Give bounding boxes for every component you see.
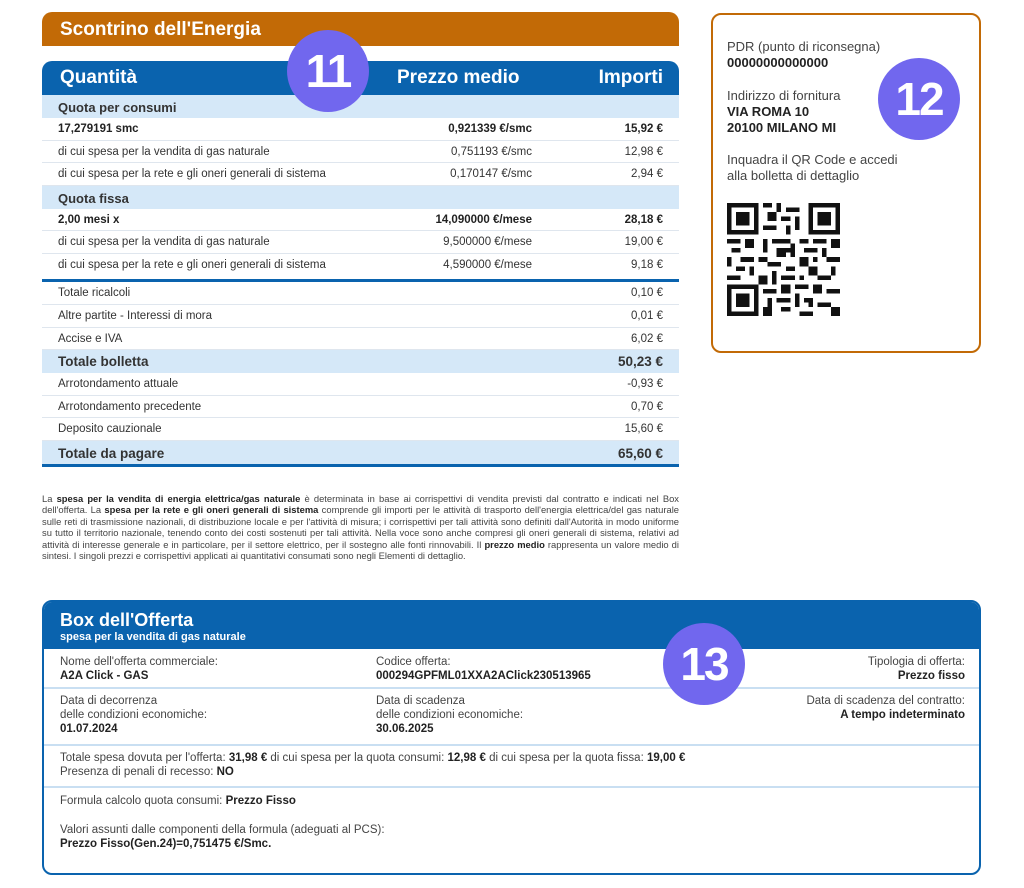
section-fissa: Quota fissa <box>42 186 679 209</box>
offer-formula: Formula calcolo quota consumi: Prezzo Fisso <box>60 795 296 807</box>
explanatory-note: La spesa per la vendita di energia elettrica/gas naturale è determinata in base ai corrispettivi di vendita previsti dal contratto e indicati nel Box dell'offerta. La spesa per la rete e gli oneri generali di sistema comprende gli importi per le attività di trasporto dell'energia elettrica/del gas naturale sulle reti di trasmissione nazionali, di distribuzione locale e per l'attività di misura; i corrispettivi per tali attività sono definiti dall'Autorità in modo uniforme su tutto il territorio nazionale, tenendo conto dei costi sostenuti per tali attività. Nella voce sono anche compresi gli oneri generali di sistema, relativi ad attività di interesse generale e in particolare, per il settore elettrico, per il sostegno alle fonti rinnovabili. Il prezzo medio rappresenta un valore medio di sintesi. I singoli prezzi e corrispettivi applicati ai quantitativi consumati sono negli Elementi di dettaglio. <box>42 493 679 562</box>
totale-da-pagare-row: Totale da pagare 65,60 € <box>42 441 679 467</box>
table-row: Altre partite - Interessi di mora 0,01 € <box>42 305 679 328</box>
table-row: Arrotondamento attuale -0,93 € <box>42 373 679 396</box>
receipt-table <box>42 61 679 477</box>
offer-divider <box>44 744 979 746</box>
scontrino-title: Scontrino dell'Energia <box>42 12 679 46</box>
section-consumi: Quota per consumi <box>42 95 679 118</box>
header-quantity: Quantità <box>60 67 138 88</box>
table-row: di cui spesa per la rete e gli oneri generali di sistema 4,590000 €/mese 9,18 € <box>58 258 663 271</box>
offer-header <box>44 602 979 649</box>
table-row: Accise e IVA 6,02 € <box>42 328 679 351</box>
pdr-label: PDR (punto di riconsegna) <box>727 39 881 54</box>
offer-formula-values: Valori assunti dalle componenti della formula (adeguati al PCS): Prezzo Fisso(Gen.24)=0,751475 €/Smc. <box>60 824 385 850</box>
offer-start-date: Data di decorrenza delle condizioni economiche: 01.07.2024 <box>60 695 208 735</box>
offer-title: Box dell'Offerta <box>60 610 194 630</box>
offer-type: Tipologia di offerta: Prezzo fisso <box>867 656 965 682</box>
step-badge-12: 12 <box>878 58 960 140</box>
offer-end-date: Data di scadenza delle condizioni economiche: 30.06.2025 <box>376 695 524 735</box>
address-line1: VIA ROMA 10 <box>727 104 810 119</box>
table-row: Arrotondamento precedente 0,70 € <box>42 396 679 419</box>
table-row: di cui spesa per la vendita di gas naturale 9,500000 €/mese 19,00 € <box>42 231 679 254</box>
qr-text-line1: Inquadra il QR Code e accedi <box>727 152 898 167</box>
pdr-value: 00000000000000 <box>727 55 829 70</box>
step-badge-13: 13 <box>663 623 745 705</box>
offer-subtitle: spesa per la vendita di gas naturale <box>60 631 246 643</box>
qr-text-line2: alla bolletta di dettaglio <box>727 168 860 183</box>
address-label: Indirizzo di fornitura <box>727 88 841 103</box>
contract-end-date: Data di scadenza del contratto: A tempo indeterminato <box>806 695 965 721</box>
header-avg-price: Prezzo medio <box>397 67 520 88</box>
table-row: Totale ricalcoli 0,10 € <box>42 282 679 305</box>
table-row: di cui spesa per la rete e gli oneri generali di sistema 0,170147 €/smc 2,94 € <box>42 163 679 186</box>
offer-total-spesa: Totale spesa dovuta per l'offerta: 31,98 € di cui spesa per la quota consumi: 12,98 € di cui spesa per la quota fissa: 19,00 € Presenza di penali di recesso: NO <box>60 752 686 778</box>
table-row: Deposito cauzionale 15,60 € <box>42 418 679 441</box>
table-row: di cui spesa per la vendita di gas naturale 0,751193 €/smc 12,98 € <box>42 141 679 164</box>
offer-name: Nome dell'offerta commerciale: A2A Click - GAS <box>60 656 218 682</box>
offer-code: Codice offerta: 000294GPFML01XXA2AClick230513965 <box>376 656 591 682</box>
table-row: 2,00 mesi x 14,090000 €/mese 28,18 € <box>42 209 679 232</box>
offer-divider <box>44 687 979 689</box>
offer-divider <box>44 786 979 788</box>
totale-bolletta-row: Totale bolletta 50,23 € <box>42 350 679 373</box>
address-line2: 20100 MILANO MI <box>727 120 837 135</box>
table-row: 17,279191 smc 0,921339 €/smc 15,92 € <box>42 118 679 141</box>
offer-box <box>42 600 981 875</box>
step-badge-11: 11 <box>287 30 369 112</box>
header-amount: Importi <box>598 67 663 88</box>
qr-code-icon[interactable] <box>727 203 840 316</box>
